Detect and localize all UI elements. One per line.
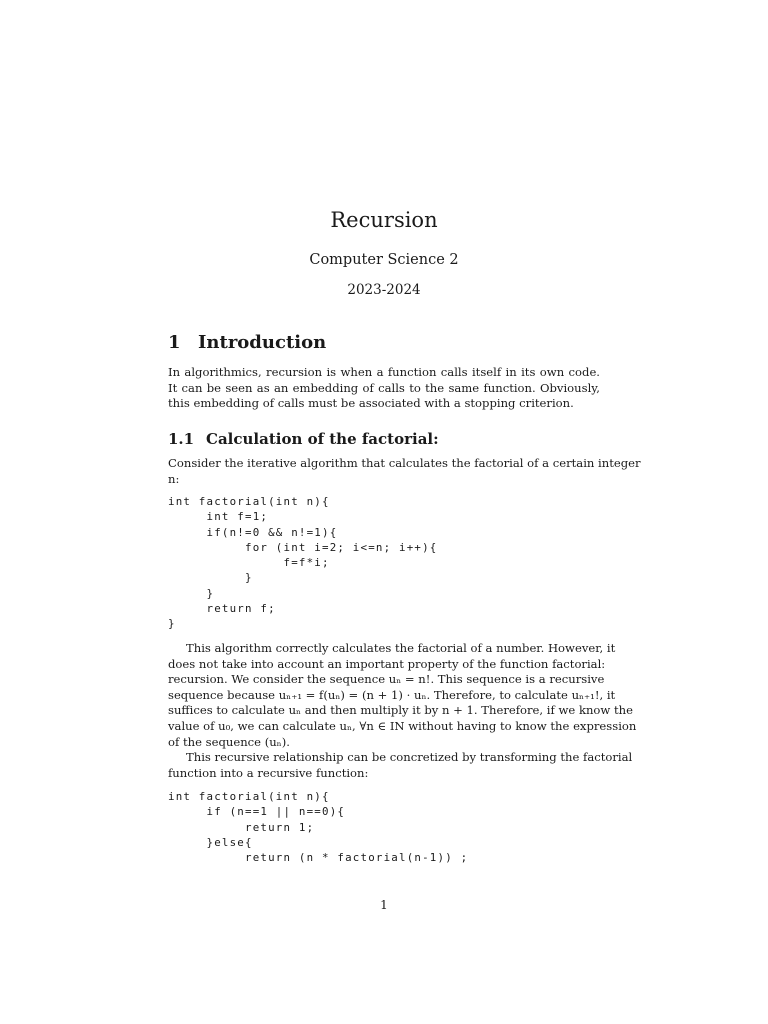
analysis-line: suffices to calculate uₙ and then multiply it by n + 1. Therefore, if we know the: [168, 703, 634, 718]
section-title: Introduction: [198, 332, 327, 353]
analysis-line: value of u₀, we can calculate uₙ, ∀n ∈ IN without having to know the expression: [168, 719, 637, 733]
subsection-lead-line: n:: [168, 471, 180, 486]
subsection-number: 1.1: [168, 430, 195, 448]
code-block-iterative: int factorial(int n){ int f=1; if(n!=0 && n!=1){ for (int i=2; i<=n; i++){ f=f*i; } } return f; }: [168, 495, 438, 631]
transition-line: This recursive relationship can be concretized by transforming the factorial: [186, 750, 633, 765]
analysis-line: This algorithm correctly calculates the factorial of a number. However, it: [186, 641, 616, 655]
analysis-line: recursion. We consider the sequence uₙ = n!. This sequence is a recursive: [168, 672, 605, 687]
analysis-line: of the sequence (uₙ).: [168, 734, 290, 749]
analysis-line: sequence because uₙ₊₁ = f(uₙ) = (n + 1) · uₙ. Therefore, to calculate uₙ₊₁!, it: [168, 687, 616, 702]
page-number: 1: [380, 898, 388, 912]
intro-paragraph: In algorithmics, recursion is when a function calls itself in its own code. It can be seen as an embedding of calls to the same function. Obviously, this embedding of calls must be associated with a stopping criterion.: [168, 365, 600, 411]
document-title: Recursion: [330, 208, 438, 232]
subsection-heading: [168, 428, 439, 450]
course-name: Computer Science 2: [309, 252, 459, 268]
analysis-line: does not take into account an important property of the function factorial:: [168, 656, 606, 671]
transition-line: function into a recursive function:: [168, 765, 369, 780]
subsection-lead-line: Consider the iterative algorithm that calculates the factorial of a certain integer: [168, 456, 641, 470]
section-number: 1: [168, 332, 181, 353]
subsection-title: Calculation of the factorial:: [206, 430, 439, 448]
academic-year: 2023-2024: [347, 282, 421, 298]
code-block-recursive: int factorial(int n){ if (n==1 || n==0){ return 1; }else{ return (n * factorial(n-1)) ;: [168, 790, 469, 865]
section-heading: [168, 330, 326, 356]
